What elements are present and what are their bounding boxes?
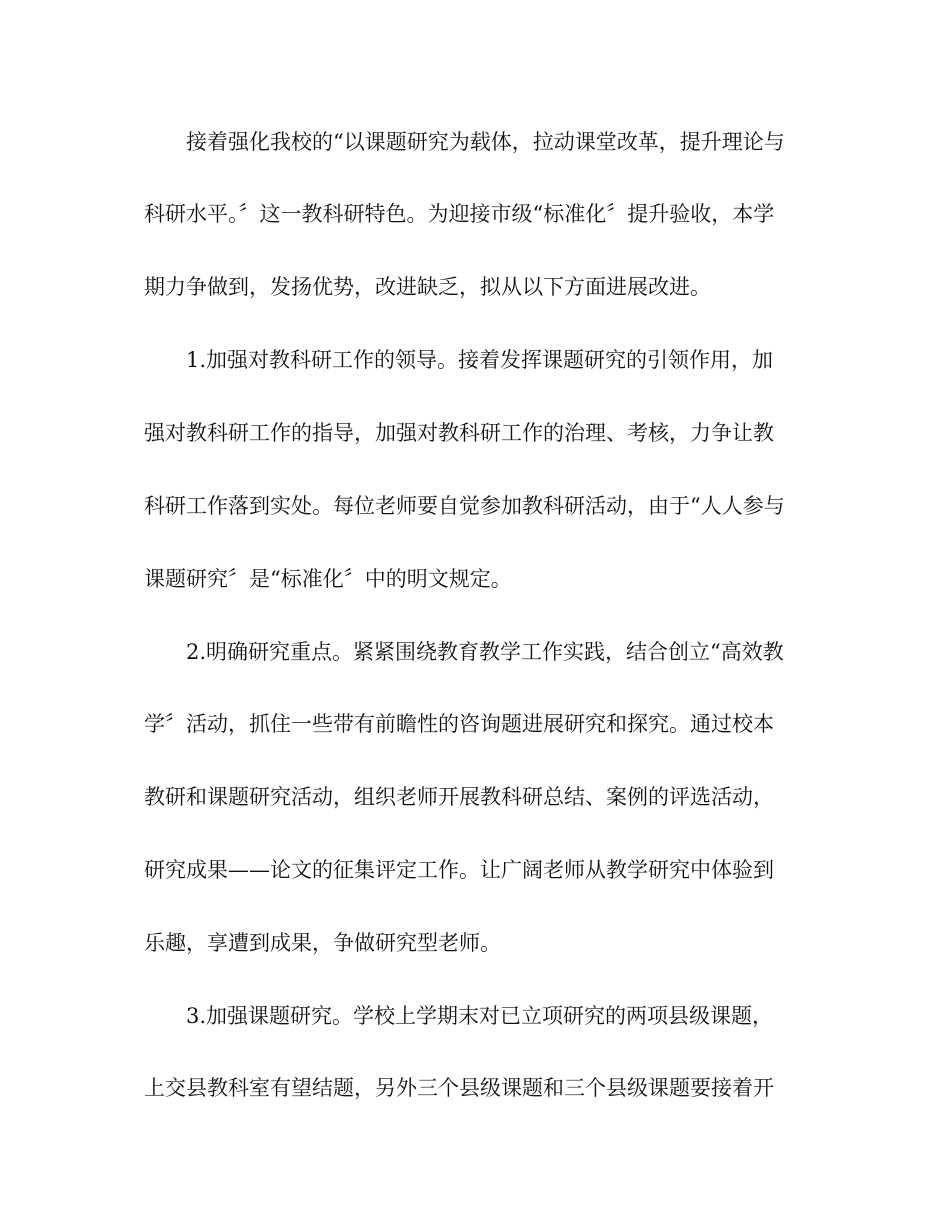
- paragraph-line: 期力争做到，发扬优势，改进缺乏，拟从以下方面进展改进。: [144, 275, 711, 299]
- paragraph-line: 2.明确研究重点。紧紧围绕教育教学工作实践，结合创立“高效教: [186, 640, 784, 664]
- paragraph-line: 科研水平。〞这一教科研特色。为迎接市级“标准化〞提升验收，本学: [144, 202, 775, 226]
- paragraph-line: 1.加强对教科研工作的领导。接着发挥课题研究的引领作用，加: [186, 348, 774, 372]
- paragraph-line: 学〞活动，抓住一些带有前瞻性的咨询题进展研究和探究。通过校本: [144, 712, 774, 736]
- paragraph-line: 课题研究〞是“标准化〞中的明文规定。: [144, 567, 512, 591]
- paragraph-line: 乐趣，享遭到成果，争做研究型老师。: [144, 931, 501, 955]
- paragraph-line: 教研和课题研究活动，组织老师开展教科研总结、案例的评选活动，: [144, 785, 774, 809]
- paragraph-line: 科研工作落到实处。每位老师要自觉参加教科研活动，由于“人人参与: [144, 494, 785, 518]
- paragraph-line: 3.加强课题研究。学校上学期末对已立项研究的两项县级课题，: [186, 1004, 774, 1028]
- paragraph-line: 强对教科研工作的指导，加强对教科研工作的治理、考核，力争让教: [144, 421, 774, 445]
- paragraph-line: 研究成果——论文的征集评定工作。让广阔老师从教学研究中体验到: [144, 858, 774, 882]
- paragraph-line: 上交县教科室有望结题，另外三个县级课题和三个县级课题要接着开: [144, 1076, 774, 1100]
- paragraph-line: 接着强化我校的“以课题研究为载体，拉动课堂改革，提升理论与: [186, 130, 785, 154]
